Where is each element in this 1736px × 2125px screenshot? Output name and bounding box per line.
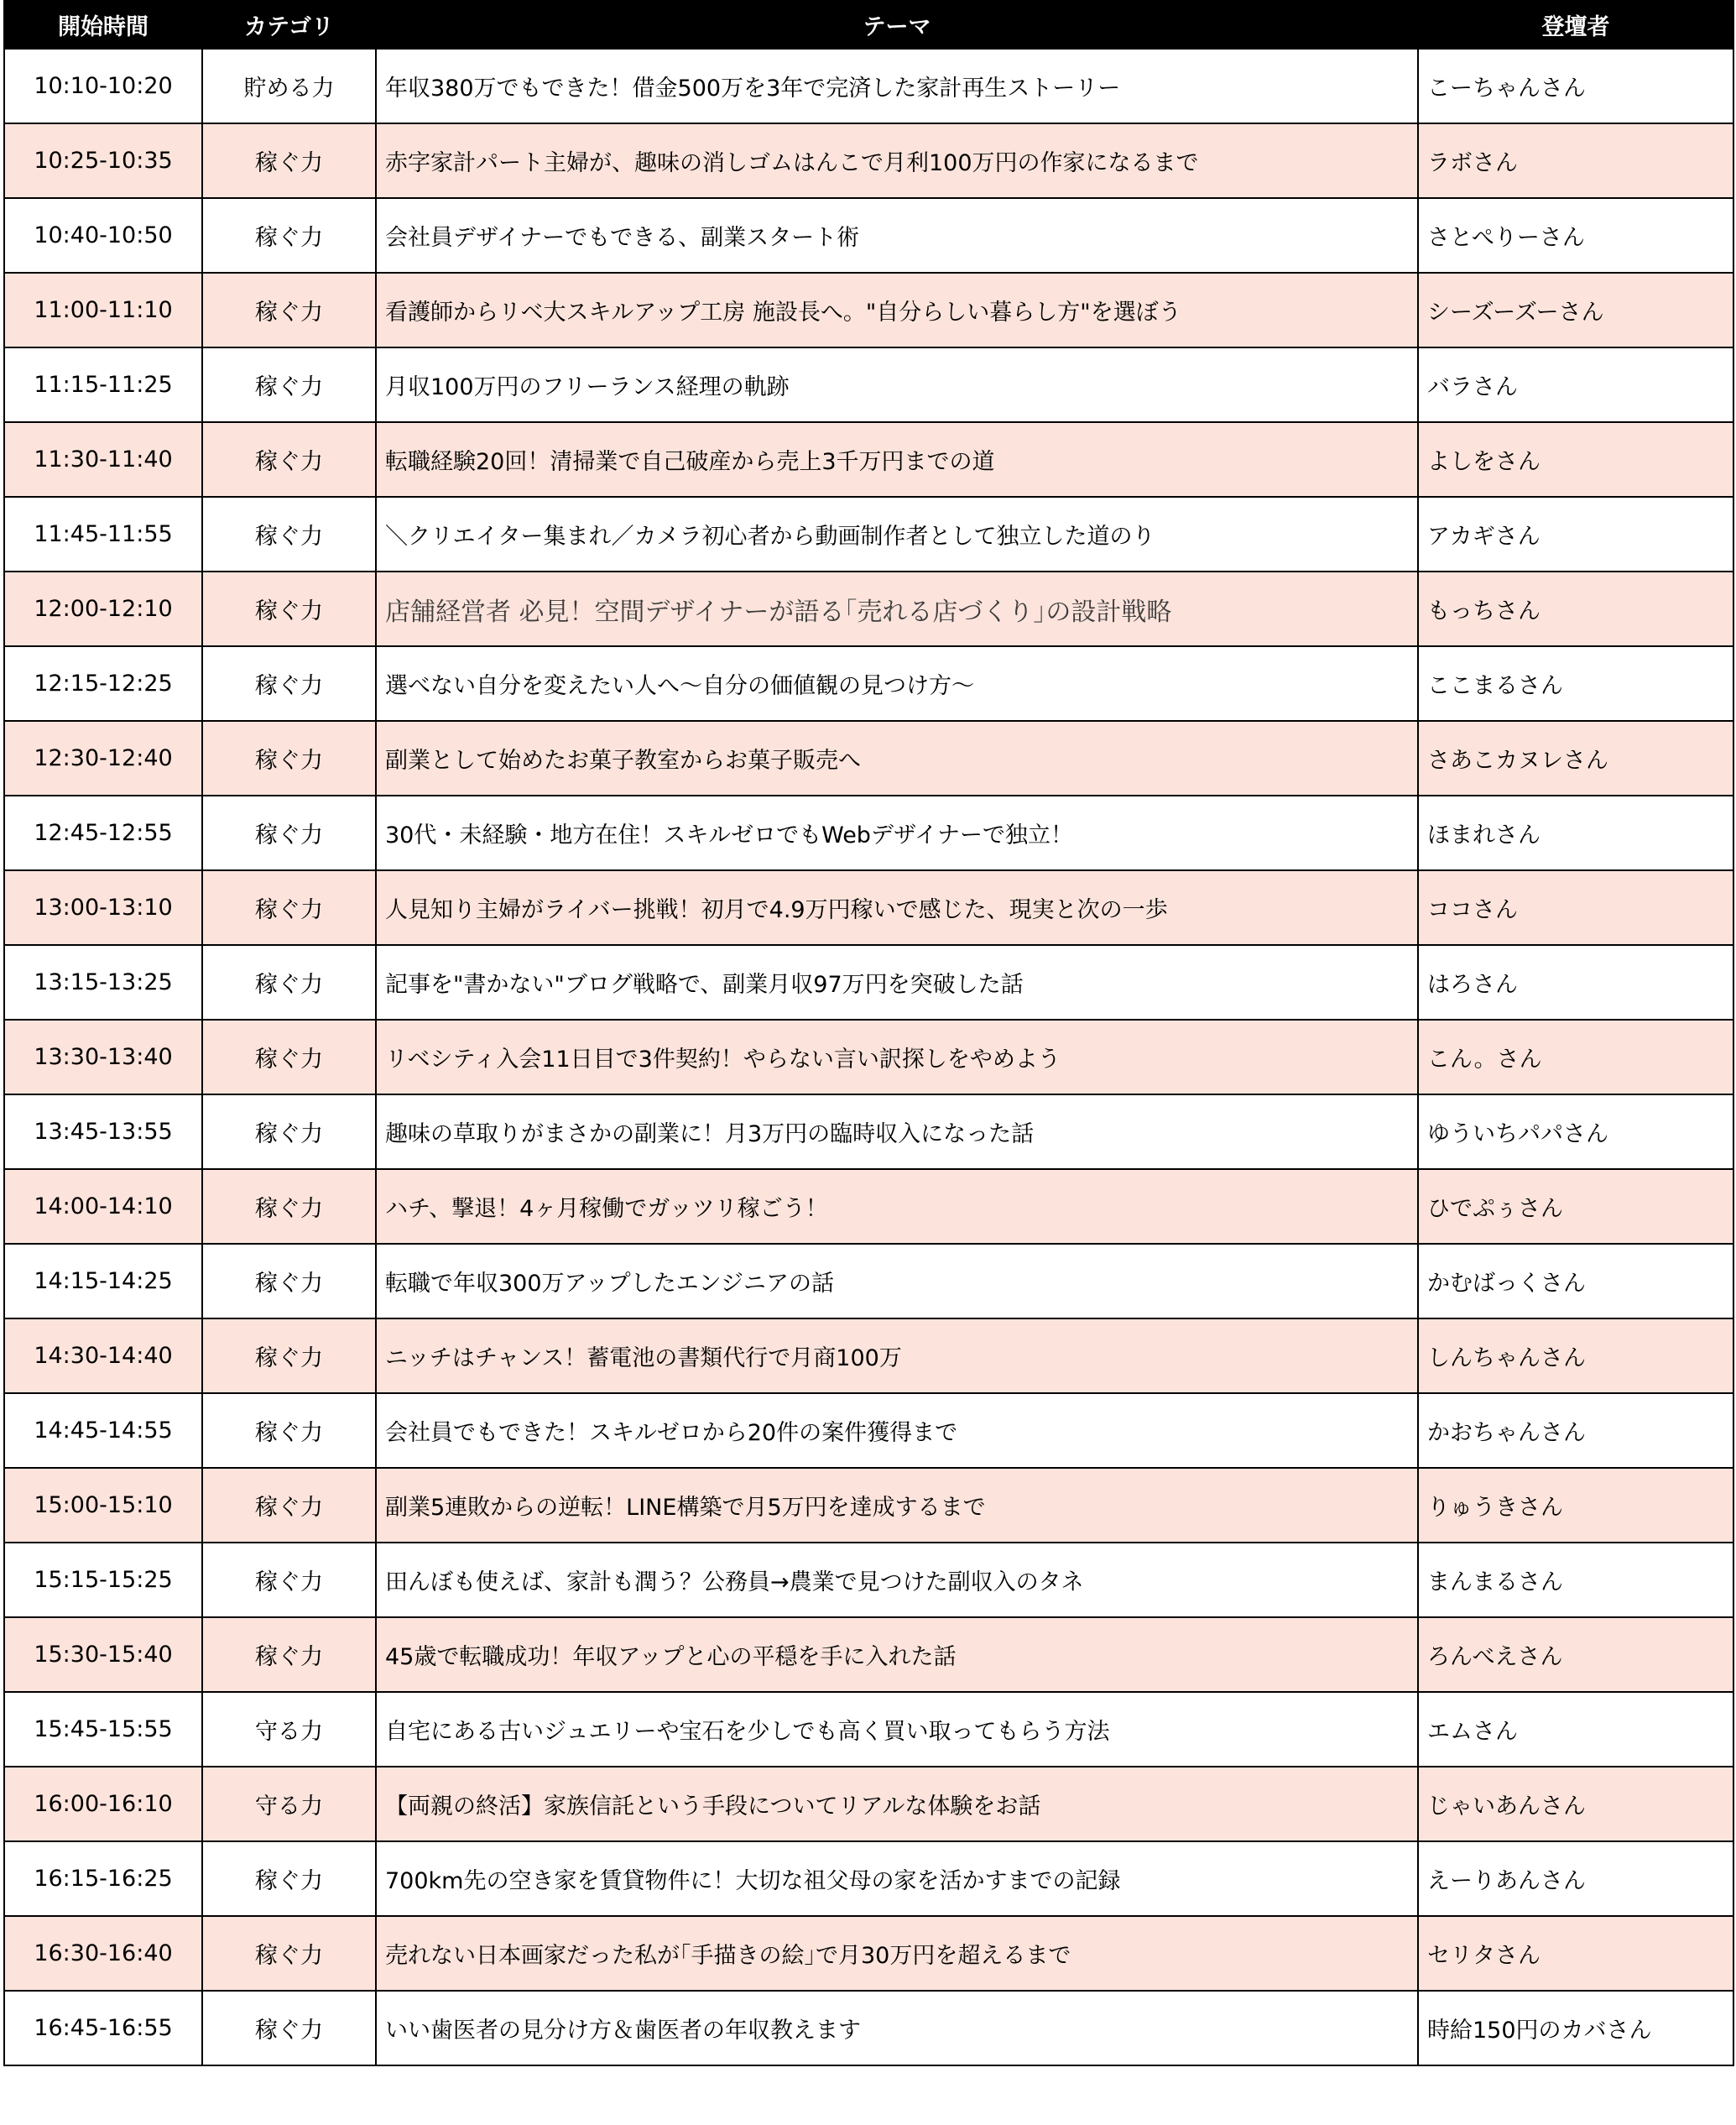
table-row: [4, 198, 1733, 273]
table-row: [4, 497, 1733, 572]
presenter-cell: かむばっくさん: [1418, 1244, 1733, 1318]
presenter-cell: じゃいあんさん: [1418, 1767, 1733, 1841]
table-row: [4, 1094, 1733, 1169]
time-cell: 12:00-12:10: [4, 572, 202, 646]
theme-cell: 会社員デザイナーでもできる、副業スタート術: [376, 198, 1418, 273]
category-cell: 稼ぐ力: [202, 422, 376, 497]
time-cell: 16:45-16:55: [4, 1991, 202, 2065]
theme-cell: 田んぼも使えば、家計も潤う？公務員→農業で見つけた副収入のタネ: [376, 1543, 1418, 1617]
theme-cell: ニッチはチャンス！蓄電池の書類代行で月商100万: [376, 1318, 1418, 1393]
theme-cell: 選べない自分を変えたい人へ～自分の価値観の見つけ方～: [376, 646, 1418, 721]
time-cell: 11:00-11:10: [4, 273, 202, 347]
presenter-cell: りゅうきさん: [1418, 1468, 1733, 1543]
table-row: [4, 347, 1733, 422]
theme-cell: 転職経験20回！清掃業で自己破産から売上3千万円までの道: [376, 422, 1418, 497]
table-row: [4, 1617, 1733, 1692]
header-presenter: 登壇者: [1418, 1, 1733, 49]
time-cell: 10:25-10:35: [4, 123, 202, 198]
time-cell: 11:30-11:40: [4, 422, 202, 497]
presenter-cell: ろんべえさん: [1418, 1617, 1733, 1692]
header-theme: テーマ: [376, 1, 1418, 49]
time-cell: 14:30-14:40: [4, 1318, 202, 1393]
category-cell: 稼ぐ力: [202, 1244, 376, 1318]
theme-cell: ＼クリエイター集まれ／カメラ初心者から動画制作者として独立した道のり: [376, 497, 1418, 572]
time-cell: 12:45-12:55: [4, 796, 202, 870]
time-cell: 15:15-15:25: [4, 1543, 202, 1617]
theme-cell: 年収380万でもできた！借金500万を3年で完済した家計再生ストーリー: [376, 49, 1418, 123]
category-cell: 稼ぐ力: [202, 198, 376, 273]
category-cell: 稼ぐ力: [202, 1617, 376, 1692]
presenter-cell: はろさん: [1418, 945, 1733, 1020]
category-cell: 稼ぐ力: [202, 1169, 376, 1244]
category-cell: 稼ぐ力: [202, 123, 376, 198]
presenter-cell: ひでぷぅさん: [1418, 1169, 1733, 1244]
table-row: [4, 1468, 1733, 1543]
time-cell: 13:30-13:40: [4, 1020, 202, 1094]
category-cell: 稼ぐ力: [202, 1393, 376, 1468]
theme-cell: いい歯医者の見分け方＆歯医者の年収教えます: [376, 1991, 1418, 2065]
table-row: [4, 1692, 1733, 1767]
theme-cell: 記事を"書かない"ブログ戦略で、副業月収97万円を突破した話: [376, 945, 1418, 1020]
category-cell: 稼ぐ力: [202, 1318, 376, 1393]
table-row: [4, 870, 1733, 945]
category-cell: 稼ぐ力: [202, 1543, 376, 1617]
category-cell: 稼ぐ力: [202, 1841, 376, 1916]
presenter-cell: 時給150円のカバさん: [1418, 1991, 1733, 2065]
table-row: [4, 1318, 1733, 1393]
category-cell: 稼ぐ力: [202, 273, 376, 347]
table-row: [4, 49, 1733, 123]
table-row: [4, 945, 1733, 1020]
category-cell: 稼ぐ力: [202, 572, 376, 646]
presenter-cell: さとぺりーさん: [1418, 198, 1733, 273]
theme-cell: 【両親の終活】家族信託という手段についてリアルな体験をお話: [376, 1767, 1418, 1841]
time-cell: 16:15-16:25: [4, 1841, 202, 1916]
theme-cell: 赤字家計パート主婦が、趣味の消しゴムはんこで月利100万円の作家になるまで: [376, 123, 1418, 198]
category-cell: 貯める力: [202, 49, 376, 123]
theme-cell: 人見知り主婦がライバー挑戦！初月で4.9万円稼いで感じた、現実と次の一歩: [376, 870, 1418, 945]
table-row: [4, 796, 1733, 870]
time-cell: 14:15-14:25: [4, 1244, 202, 1318]
theme-cell: 30代・未経験・地方在住！スキルゼロでもWebデザイナーで独立！: [376, 796, 1418, 870]
theme-cell: 会社員でもできた！スキルゼロから20件の案件獲得まで: [376, 1393, 1418, 1468]
time-cell: 15:45-15:55: [4, 1692, 202, 1767]
time-cell: 11:45-11:55: [4, 497, 202, 572]
table-row: [4, 273, 1733, 347]
category-cell: 稼ぐ力: [202, 1094, 376, 1169]
presenter-cell: ラボさん: [1418, 123, 1733, 198]
presenter-cell: えーりあんさん: [1418, 1841, 1733, 1916]
time-cell: 11:15-11:25: [4, 347, 202, 422]
theme-cell: ハチ、撃退！4ヶ月稼働でガッツリ稼ごう！: [376, 1169, 1418, 1244]
time-cell: 13:00-13:10: [4, 870, 202, 945]
category-cell: 守る力: [202, 1767, 376, 1841]
category-cell: 稼ぐ力: [202, 945, 376, 1020]
table-body: [4, 49, 1733, 2065]
category-cell: 稼ぐ力: [202, 796, 376, 870]
category-cell: 稼ぐ力: [202, 721, 376, 796]
presenter-cell: こーちゃんさん: [1418, 49, 1733, 123]
presenter-cell: しんちゃんさん: [1418, 1318, 1733, 1393]
theme-cell: 自宅にある古いジュエリーや宝石を少しでも高く買い取ってもらう方法: [376, 1692, 1418, 1767]
theme-cell: 趣味の草取りがまさかの副業に！月3万円の臨時収入になった話: [376, 1094, 1418, 1169]
category-cell: 稼ぐ力: [202, 646, 376, 721]
category-cell: 稼ぐ力: [202, 1916, 376, 1991]
time-cell: 10:40-10:50: [4, 198, 202, 273]
time-cell: 13:45-13:55: [4, 1094, 202, 1169]
theme-cell: 店舗経営者 必見！空間デザイナーが語る｢売れる店づくり｣の設計戦略: [376, 572, 1418, 646]
category-cell: 守る力: [202, 1692, 376, 1767]
header-start-time: 開始時間: [4, 1, 202, 49]
time-cell: 15:00-15:10: [4, 1468, 202, 1543]
presenter-cell: ゆういちパパさん: [1418, 1094, 1733, 1169]
table-row: [4, 1244, 1733, 1318]
category-cell: 稼ぐ力: [202, 497, 376, 572]
table-row: [4, 1841, 1733, 1916]
presenter-cell: ここまるさん: [1418, 646, 1733, 721]
theme-cell: 700km先の空き家を賃貸物件に！大切な祖父母の家を活かすまでの記録: [376, 1841, 1418, 1916]
time-cell: 10:10-10:20: [4, 49, 202, 123]
header-row: [4, 1, 1733, 49]
theme-cell: 45歳で転職成功！年収アップと心の平穏を手に入れた話: [376, 1617, 1418, 1692]
presenter-cell: アカギさん: [1418, 497, 1733, 572]
presenter-cell: よしをさん: [1418, 422, 1733, 497]
time-cell: 16:00-16:10: [4, 1767, 202, 1841]
table-row: [4, 1393, 1733, 1468]
table-row: [4, 1020, 1733, 1094]
theme-cell: 転職で年収300万アップしたエンジニアの話: [376, 1244, 1418, 1318]
presenter-cell: シーズーズーさん: [1418, 273, 1733, 347]
theme-cell: 月収100万円のフリーランス経理の軌跡: [376, 347, 1418, 422]
table-row: [4, 646, 1733, 721]
table-row: [4, 572, 1733, 646]
presenter-cell: ほまれさん: [1418, 796, 1733, 870]
time-cell: 16:30-16:40: [4, 1916, 202, 1991]
theme-cell: 副業として始めたお菓子教室からお菓子販売へ: [376, 721, 1418, 796]
category-cell: 稼ぐ力: [202, 1468, 376, 1543]
time-cell: 12:30-12:40: [4, 721, 202, 796]
presenter-cell: ココさん: [1418, 870, 1733, 945]
presenter-cell: もっちさん: [1418, 572, 1733, 646]
table-row: [4, 1991, 1733, 2065]
time-cell: 12:15-12:25: [4, 646, 202, 721]
schedule-table: [3, 0, 1734, 2066]
presenter-cell: バラさん: [1418, 347, 1733, 422]
category-cell: 稼ぐ力: [202, 347, 376, 422]
table-row: [4, 1767, 1733, 1841]
time-cell: 14:00-14:10: [4, 1169, 202, 1244]
theme-cell: 副業5連敗からの逆転！LINE構築で月5万円を達成するまで: [376, 1468, 1418, 1543]
time-cell: 15:30-15:40: [4, 1617, 202, 1692]
presenter-cell: エムさん: [1418, 1692, 1733, 1767]
category-cell: 稼ぐ力: [202, 1991, 376, 2065]
table-row: [4, 1916, 1733, 1991]
table-row: [4, 1169, 1733, 1244]
table-row: [4, 721, 1733, 796]
presenter-cell: セリタさん: [1418, 1916, 1733, 1991]
time-cell: 13:15-13:25: [4, 945, 202, 1020]
table-row: [4, 422, 1733, 497]
table-row: [4, 123, 1733, 198]
presenter-cell: かおちゃんさん: [1418, 1393, 1733, 1468]
header-category: カテゴリ: [202, 1, 376, 49]
theme-cell: 看護師からリベ大スキルアップ工房 施設長へ。"自分らしい暮らし方"を選ぼう: [376, 273, 1418, 347]
theme-cell: リベシティ入会11日目で3件契約！やらない言い訳探しをやめよう: [376, 1020, 1418, 1094]
theme-cell: 売れない日本画家だった私が｢手描きの絵｣で月30万円を超えるまで: [376, 1916, 1418, 1991]
category-cell: 稼ぐ力: [202, 870, 376, 945]
time-cell: 14:45-14:55: [4, 1393, 202, 1468]
category-cell: 稼ぐ力: [202, 1020, 376, 1094]
presenter-cell: まんまるさん: [1418, 1543, 1733, 1617]
presenter-cell: こん。さん: [1418, 1020, 1733, 1094]
table-row: [4, 1543, 1733, 1617]
presenter-cell: さあこカヌレさん: [1418, 721, 1733, 796]
